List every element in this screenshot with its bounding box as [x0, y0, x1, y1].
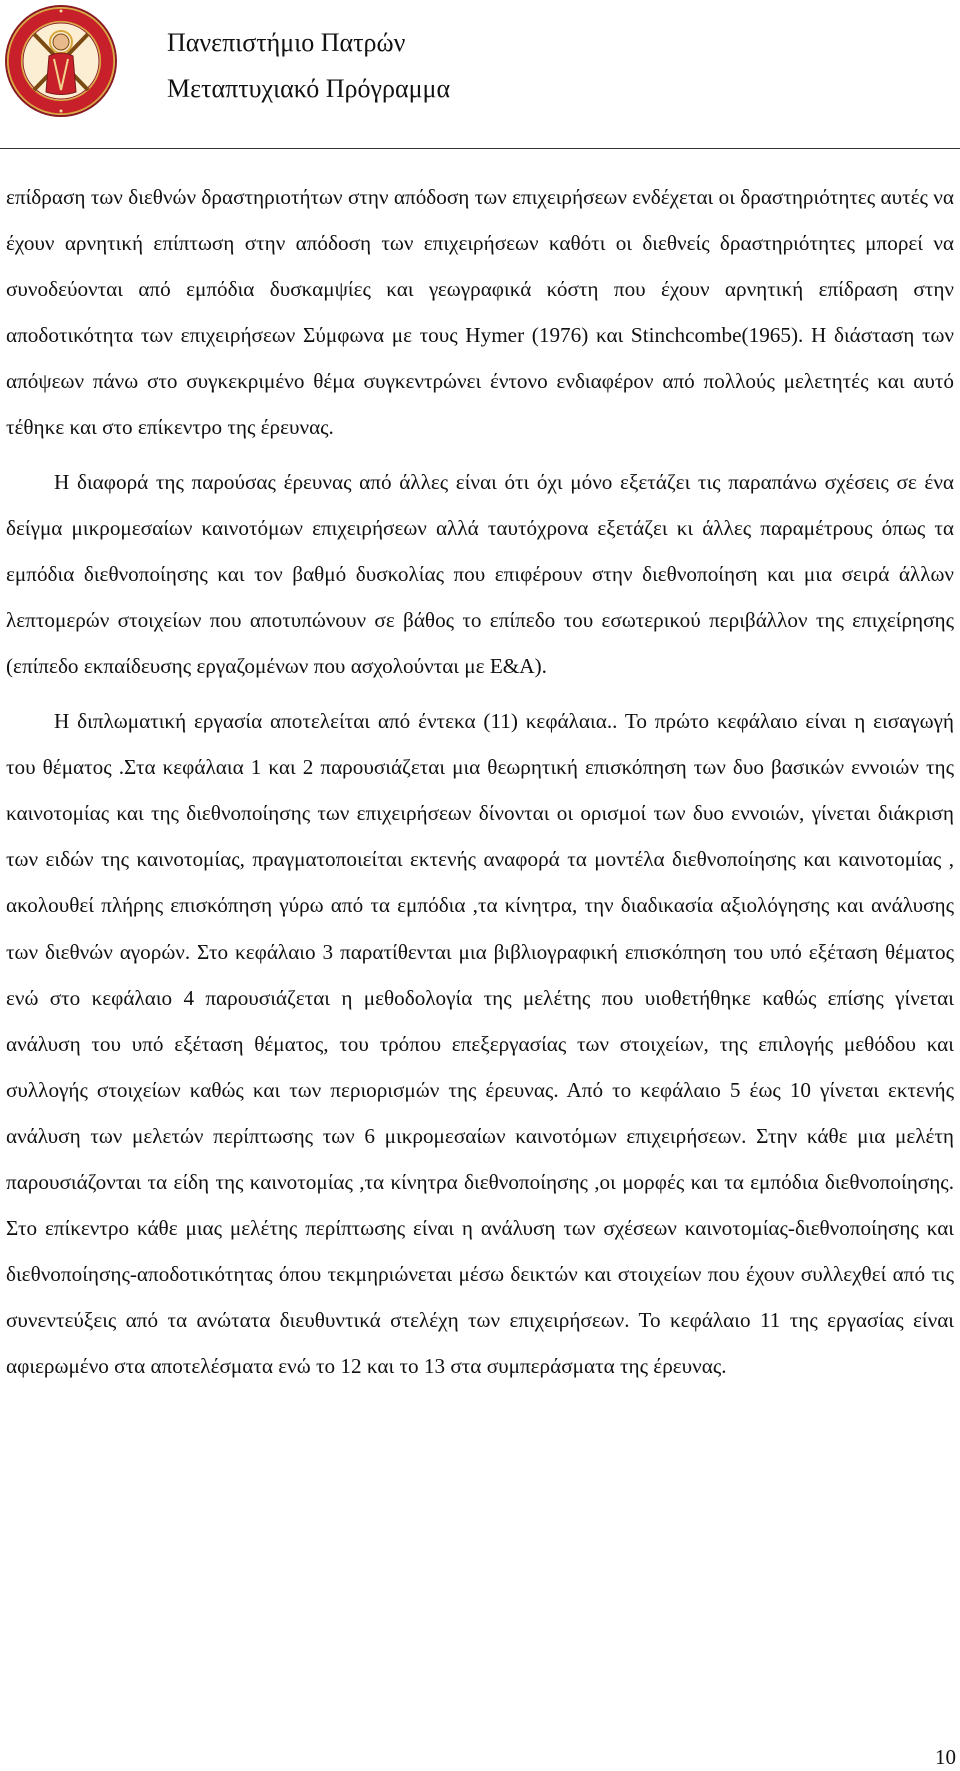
page-number: 10: [935, 1745, 956, 1769]
header-divider: [0, 148, 960, 149]
program-name: Μεταπτυχιακό Πρόγραμμα: [167, 74, 451, 103]
page-header: [0, 0, 960, 150]
paragraph: Η διπλωματική εργασία αποτελείται από έντεκα (11) κεφάλαια.. Το πρώτο κεφάλαιο είναι η εισαγωγή του θέματος .Στα κεφάλαια 1 και 2 παρουσιάζεται μια θεωρητική επισκόπηση των δυο βασικών εννοιών της καινοτομίας και της διεθνοποίησης των επιχειρήσεων δίνονται οι ορισμοί των δυο εννοιών, γίνεται διάκριση των ειδών της καινοτομίας, πραγματοποιείται εκτενής αναφορά τα μοντέλα διεθνοποίησης και καινοτομίας , ακολουθεί πλήρης επισκόπηση γύρω από τα εμπόδια ,τα κίνητρα, την διαδικασία αξιολόγησης και ανάλυσης των διεθνών αγορών. Στο κεφάλαιο 3 παρατίθενται μια βιβλιογραφική επισκόπηση του υπό εξέταση θέματος ενώ στο κεφάλαιο 4 παρουσιάζεται η μεθοδολογία της μελέτης που υιοθετήθηκε καθώς επίσης γίνεται ανάλυση του υπό εξέταση θέματος, του τρόπου επεξεργασίας των στοιχείων, της επιλογής μεθόδου και συλλογής στοιχείων καθώς και των περιορισμών της έρευνας. Από το κεφάλαιο 5 έως 10 γίνεται εκτενής ανάλυση των μελετών περίπτωσης των 6 μικρομεσαίων καινοτόμων επιχειρήσεων. Στην κάθε μια μελέτη παρουσιάζονται τα είδη της καινοτομίας ,τα κίνητρα διεθνοποίησης ,οι μορφές και τα εμπόδια διεθνοποίησης. Στο επίκεντρο κάθε μιας μελέτης περίπτωσης είναι η ανάλυση των σχέσεων καινοτομίας-διεθνοποίησης και διεθνοποίησης-αποδοτικότητας όπου τεκμηριώνεται μέσω δεικτών και στοιχείων που έχουν συλλεχθεί από τις συνεντεύξεις από τα ανώτατα διευθυντικά στελέχη των επιχειρήσεων. Το κεφάλαιο 11 της εργασίας είναι αφιερωμένο στα αποτελέσματα ενώ το 12 και το 13 στα συμπεράσματα της έρευνας.: [6, 709, 954, 1379]
university-seal-icon: [4, 4, 118, 118]
paragraph: Η διαφορά της παρούσας έρευνας από άλλες είναι ότι όχι μόνο εξετάζει τις παραπάνω σχέσεις σε ένα δείγμα μικρομεσαίων καινοτόμων επιχειρήσεων αλλά ταυτόχρονα εξετάζει κι άλλες παραμέτρους όπως τα εμπόδια διεθνοποίησης και τον βαθμό δυσκολίας που επιφέρουν στην διεθνοποίηση και μια σειρά άλλων λεπτομερών στοιχείων που αποτυπώνουν σε βάθος το επίπεδο του εσωτερικού περιβάλλον της επιχείρησης (επίπεδο εκπαίδευσης εργαζομένων που ασχολούνται με Ε&Α).: [6, 469, 954, 678]
document-body: [6, 174, 954, 1389]
university-name: Πανεπιστήμιο Πατρών: [167, 28, 406, 57]
paragraph: επίδραση των διεθνών δραστηριοτήτων στην απόδοση των επιχειρήσεων ενδέχεται οι δραστηριότητες αυτές να έχουν αρνητική επίπτωση στην απόδοση των επιχειρήσεων καθότι οι διεθνείς δραστηριότητες μπορεί να συνοδεύονται από εμπόδια δυσκαμψίες και γεωγραφικά κόστη που έχουν αρνητική επίδραση στην αποδοτικότητα των επιχειρήσεων Σύμφωνα με τους Hymer (1976) και Stinchcombe(1965). Η διάσταση των απόψεων πάνω στο συγκεκριμένο θέμα συγκεντρώνει έντονο ενδιαφέρον από πολλούς μελετητές και αυτό τέθηκε και στο επίκεντρο της έρευνας.: [6, 185, 954, 440]
